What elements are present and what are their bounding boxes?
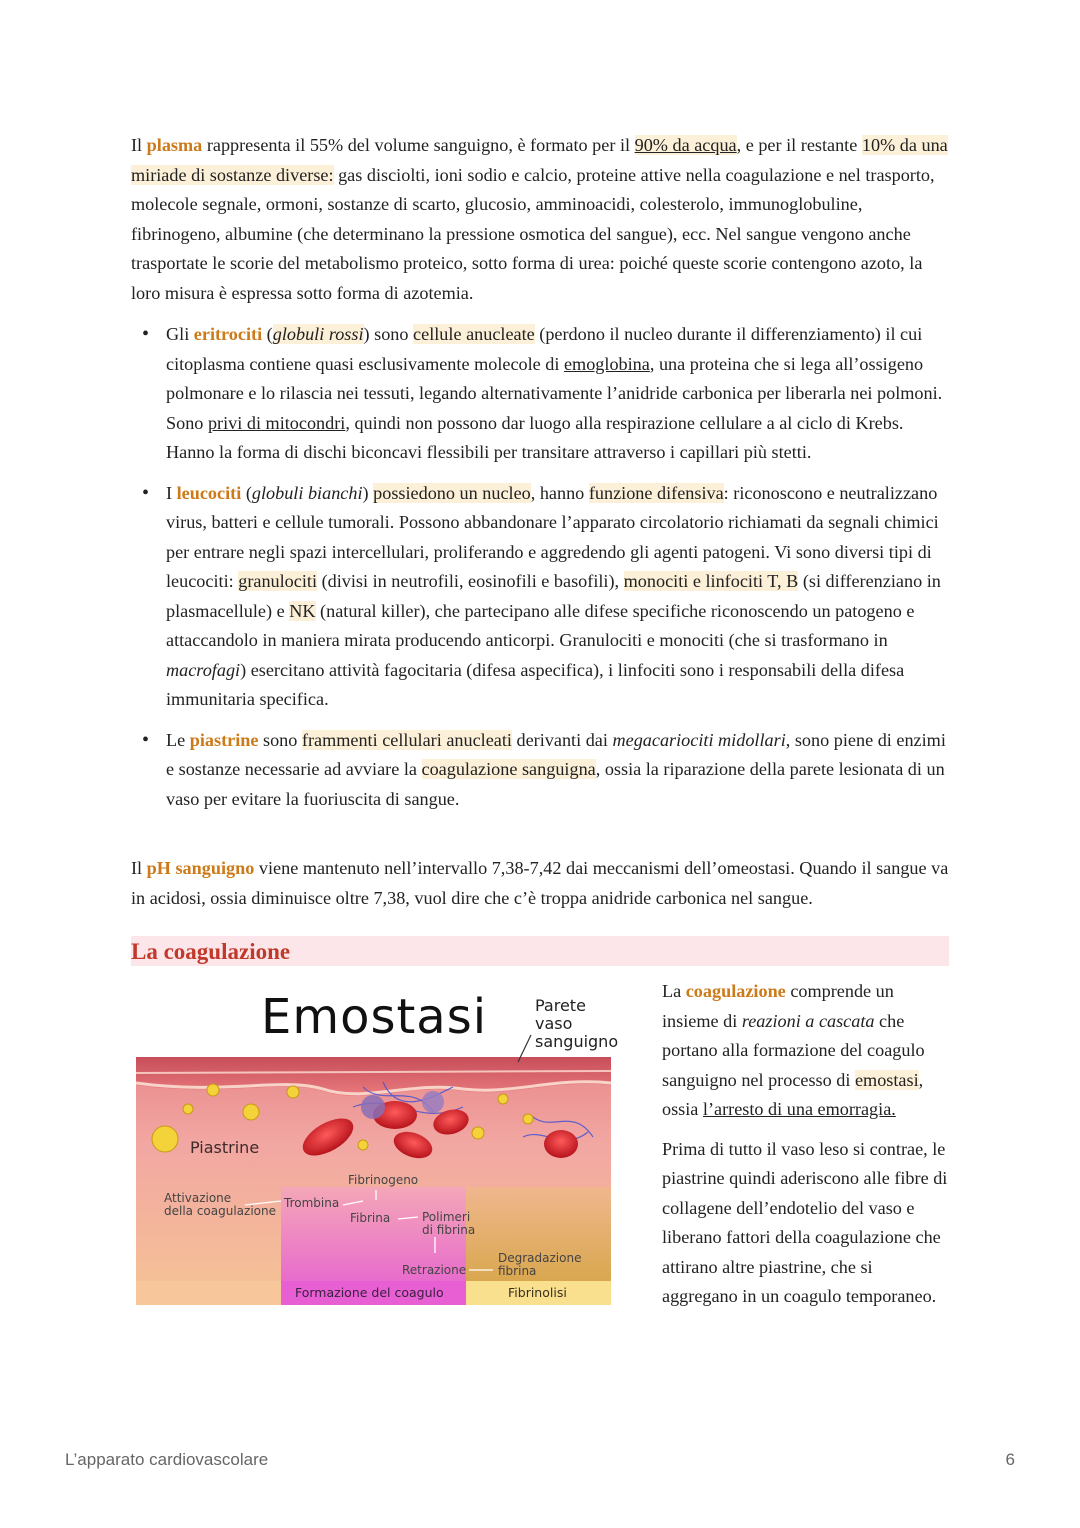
label-parete-vaso <box>535 997 618 1051</box>
highlight-granulociti: granulociti <box>238 571 318 591</box>
keyword-plasma: plasma <box>146 135 203 155</box>
label-line: Polimeri <box>422 1210 471 1224</box>
label-retrazione: Retrazione <box>402 1263 467 1277</box>
label-line: Attivazione <box>164 1191 232 1205</box>
list-item-eritrociti <box>131 320 953 468</box>
blood-cells-list <box>131 320 953 825</box>
text-span: che portano alla formazione del coagulo sanguigno nel processo di <box>662 1010 925 1090</box>
text-span: , ossia <box>662 1069 924 1119</box>
underline-mitocondri: privi di mitocondri <box>207 412 346 433</box>
text-span: (si differenziano in plasmacellule) e <box>166 571 941 621</box>
label-fibrinogeno: Fibrinogeno <box>348 1173 419 1187</box>
text-span: (perdono il nucleo durante il differenziamento) il cui citoplasma contiene quasi esclusivamente molecole di <box>166 324 923 374</box>
highlight-anucleate: cellule anucleate <box>413 324 535 344</box>
red-blood-cell <box>544 1130 578 1158</box>
label-formazione-coagulo: Formazione del coagulo <box>295 1285 444 1300</box>
text-span: La <box>662 981 686 1001</box>
text-span: rappresenta il 55% del volume sanguigno, è formato per il <box>202 135 635 155</box>
label-line: di fibrina <box>422 1223 476 1237</box>
text-span: , quindi non possono dar luogo alla respirazione cellulare a al ciclo di Krebs. Hanno la forma di dischi biconcavi flessibili per transitare attraverso i capillari più stetti. <box>166 412 904 462</box>
text-span: , hanno <box>530 482 589 503</box>
list-item-piastrine <box>131 726 953 815</box>
label-attivazione <box>164 1192 276 1218</box>
keyword-eritrociti: eritrociti <box>193 324 263 344</box>
keyword-ph: pH sanguigno <box>146 858 255 878</box>
keyword-piastrine: piastrine <box>189 729 259 750</box>
highlight-nucleo: possiedono un nucleo <box>373 482 531 503</box>
text-span: Il <box>131 858 147 878</box>
label-fibrina: Fibrina <box>350 1211 391 1225</box>
text-span: derivanti dai <box>511 729 613 750</box>
italic-globuli-rossi: globuli rossi <box>272 324 364 344</box>
label-piastrine: Piastrine <box>190 1138 260 1157</box>
text-span: ( <box>241 482 252 503</box>
coagulation-paragraph-2: Prima di tutto il vaso leso si contrae, le piastrine quindi aderiscono alle fibre di collagene dell’endotelio del vaso e liberano fattori della coagulazione che attirano altre piastrine, che si aggregano in un coagulo temporaneo. <box>662 1138 948 1306</box>
text-span: , e per il restante <box>736 135 862 155</box>
label-line: fibrina <box>498 1264 537 1278</box>
label-line: vaso <box>535 1014 573 1033</box>
text-span: ) sono <box>363 324 414 344</box>
text-span: Gli <box>166 324 194 344</box>
italic-macrofagi: macrofagi <box>166 659 241 680</box>
text-span: , sono piene di enzimi e sostanze necessarie ad avviare la <box>166 729 946 779</box>
plasma-paragraph <box>131 131 953 308</box>
leukocyte <box>422 1091 444 1113</box>
text-span: ) esercitano attività fagocitaria (difesa aspecifica), i linfociti sono i responsabili della difesa immunitaria specifica. <box>166 659 905 709</box>
keyword-coagulazione: coagulazione <box>685 981 786 1001</box>
text-span: ( <box>262 324 273 344</box>
label-fibrinolisi: Fibrinolisi <box>508 1285 567 1300</box>
footer-title: L’apparato cardiovascolare <box>65 1450 269 1469</box>
text-span: Il <box>131 135 147 155</box>
text-span: , ossia la riparazione della parete lesionata di un vaso per evitare la fuoriuscita di sangue. <box>166 759 945 809</box>
emostasi-figure <box>133 987 623 1307</box>
text-span: sono <box>258 729 302 750</box>
coagulation-text <box>662 977 952 1312</box>
text-span: gas disciolti, ioni sodio e calcio, proteine attive nella coagulazione e nel trasporto, molecole segnale, ormoni, sostanze di scarto, glucosio, amminoacidi, colesterolo, immunoglobuline, fibrinogeno, albumine (che determinano la pressione osmotica del sangue), ecc. Nel sangue vengono anche trasportate le scorie del metabolismo proteico, sotto forma di urea: poiché queste scorie contengono azoto, la loro misura è espressa sotto forma di azotemia. <box>131 164 935 303</box>
label-polimeri <box>422 1211 475 1237</box>
coagulation-paragraph-1 <box>662 977 952 1125</box>
text-span: comprende un insieme di <box>662 981 894 1031</box>
text-span: (divisi in neutrofili, eosinofili e basofili), <box>317 571 624 591</box>
underline-arresto: l’arresto di una emorragia. <box>702 1099 896 1119</box>
text-span: Le <box>166 729 190 750</box>
section-title: La coagulazione <box>131 939 291 964</box>
highlight-monociti: monociti e linfociti T, B <box>623 571 799 591</box>
highlight-nk: NK <box>289 600 316 621</box>
ph-paragraph <box>131 854 953 913</box>
label-degradazione <box>498 1252 581 1278</box>
highlight-coagulazione: coagulazione sanguigna <box>421 759 596 779</box>
label-line: Parete <box>535 996 586 1015</box>
label-line: sanguigno <box>535 1032 619 1051</box>
text-span: ) <box>362 482 374 503</box>
text-span: , una proteina che si lega all’ossigeno polmonare e lo rilascia nei tessuti, legando alternativamente l’anidride carbonica per liberarla nei polmoni. Sono <box>166 353 943 433</box>
text-span: (natural killer), che partecipano alle difese specifiche riconoscendo un patogeno e attaccandolo in maniera mirata producendo anticorpi. Granulociti e monociti (che si trasformano in <box>166 600 915 650</box>
label-line: della coagulazione <box>164 1204 277 1218</box>
label-band-left <box>136 1281 281 1305</box>
page-number: 6 <box>1005 1450 1015 1469</box>
highlight-emostasi: emostasi <box>854 1069 919 1090</box>
italic-globuli-bianchi: globuli bianchi <box>251 482 363 503</box>
highlight-sostanze: 10% da una miriade di sostanze diverse: <box>131 135 948 185</box>
highlight-difensiva: funzione difensiva <box>588 482 724 503</box>
highlight-frammenti: frammenti cellulari anucleati <box>301 729 512 750</box>
text-span: I <box>166 482 177 503</box>
text-span: viene mantenuto nell’intervallo 7,38-7,42 dai meccanismi dell’omeostasi. Quando il sangue va in acidosi, ossia diminuisce oltre 7,38, vuol dire che c’è troppa anidride carbonica nel sangue. <box>131 858 949 908</box>
keyword-leucociti: leucociti <box>176 482 242 503</box>
list-item-leucociti <box>131 479 953 715</box>
label-line: Degradazione <box>498 1251 582 1265</box>
italic-megacariociti: megacariociti midollari <box>612 729 786 750</box>
highlight-acqua: 90% da acqua <box>634 135 737 155</box>
label-trombina: Trombina <box>284 1196 340 1210</box>
figure-title: Emostasi <box>261 989 488 1045</box>
text-span: : riconoscono e neutralizzano virus, batteri e cellule tumorali. Possono abbandonare l’apparato circolatorio richiamati da segnali chimici per entrare negli spazi intercellulari, proliferando e aggredendo gli agenti patogeni. Vi sono diversi tipi di leucociti: <box>166 482 939 591</box>
leukocyte <box>361 1095 385 1119</box>
italic-reazioni: reazioni a cascata <box>741 1010 875 1031</box>
underline-emoglobina: emoglobina <box>563 353 650 374</box>
